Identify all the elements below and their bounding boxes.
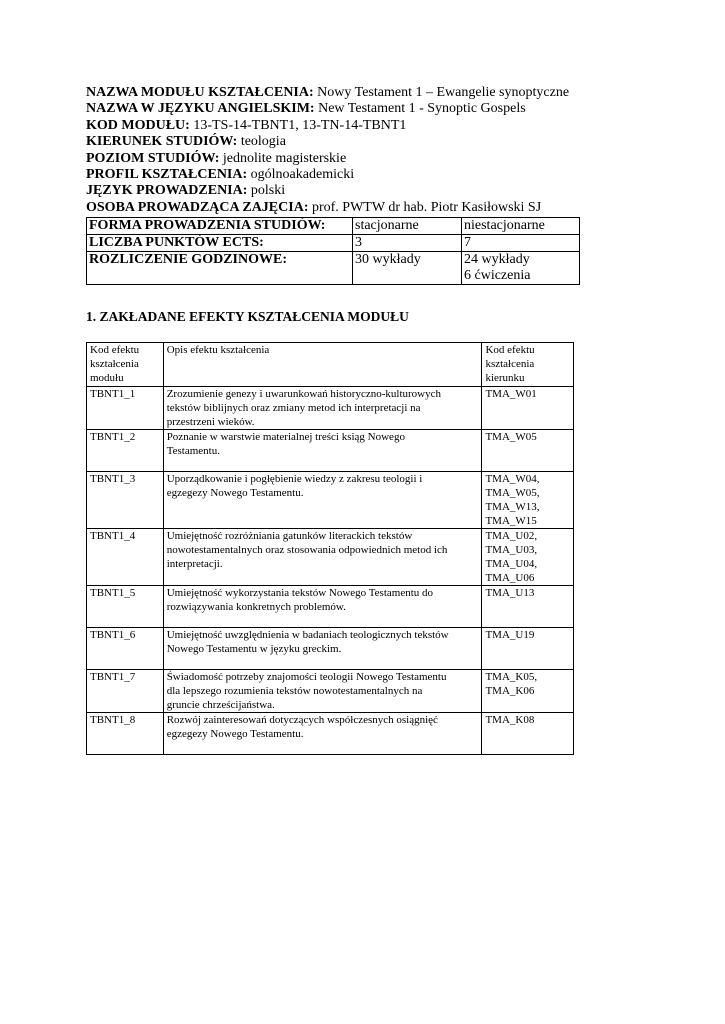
section-title: 1. ZAKŁADANE EFEKTY KSZTAŁCENIA MODUŁU <box>86 309 409 325</box>
info-col1: 30 wykłady <box>353 252 462 285</box>
program-outcome-codes <box>482 586 574 628</box>
info-col2 <box>462 235 580 252</box>
info-col1: 3 <box>353 235 462 252</box>
info-col1: stacjonarne <box>353 218 462 235</box>
program-outcome-code: TMA_U02, <box>485 530 538 542</box>
table-row <box>87 713 574 755</box>
info-label: ROZLICZENIE GODZINOWE: <box>87 252 353 285</box>
program-outcome-code: TMA_K08 <box>485 714 535 726</box>
outcome-code: TBNT1_8 <box>87 713 164 755</box>
outcome-description <box>163 529 482 586</box>
document-body <box>86 85 586 325</box>
outcome-description-line: Rozwój zainteresowań dotyczących współczesnych osiągnięć <box>166 714 438 726</box>
outcome-code: TBNT1_1 <box>87 387 164 430</box>
header-field-label: NAZWA MODUŁU KSZTAŁCENIA: <box>86 85 314 100</box>
header-field-label: JĘZYK PROWADZENIA: <box>86 183 248 199</box>
header-field-label: PROFIL KSZTAŁCENIA: <box>86 167 248 183</box>
header-field-value: 13-TS-14-TBNT1, 13-TN-14-TBNT1 <box>189 117 407 133</box>
column-header-line: Kod efektu <box>485 344 535 356</box>
table-row <box>87 529 574 586</box>
column-header <box>482 343 574 387</box>
program-outcome-code: TMA_U13 <box>485 587 535 599</box>
header-field <box>86 200 586 216</box>
header-field-value: polski <box>247 183 286 199</box>
outcome-description-line: Umiejętność rozróżniania gatunków literackich tekstów <box>166 530 413 542</box>
column-header-line: kształcenia <box>90 358 139 370</box>
table-row <box>87 586 574 628</box>
info-col2-line: niestacjonarne <box>464 218 545 234</box>
outcome-code: TBNT1_3 <box>87 472 164 529</box>
program-outcome-codes <box>482 670 574 713</box>
header-field <box>86 101 586 117</box>
outcome-description <box>163 472 482 529</box>
info-col2-line: 24 wykłady <box>464 252 530 268</box>
header-field-value: ogólnoakademicki <box>247 167 355 183</box>
program-outcome-code: TMA_W05 <box>485 431 537 443</box>
program-outcome-code: TMA_W15 <box>485 515 537 527</box>
header-field <box>86 183 586 199</box>
program-outcome-code: TMA_W13, <box>485 501 540 513</box>
program-outcome-codes <box>482 430 574 472</box>
outcome-description-line: tekstów biblijnych oraz zmiany metod ich interpretacji na <box>166 402 421 414</box>
program-outcome-codes <box>482 387 574 430</box>
table-row <box>87 430 574 472</box>
outcome-description-line: egzegezy Nowego Testamentu. <box>166 487 304 499</box>
table-row <box>87 472 574 529</box>
column-header-line: kierunku <box>485 372 525 384</box>
program-outcome-code: TMA_U06 <box>485 572 535 584</box>
outcome-description-line: Umiejętność wykorzystania tekstów Nowego Testamentu do <box>166 587 434 599</box>
header-field <box>86 118 586 134</box>
header-field-value: Nowy Testament 1 – Ewangelie synoptyczne <box>313 85 570 100</box>
info-col2 <box>462 252 580 285</box>
module-header <box>86 85 586 216</box>
outcome-description-line: egzegezy Nowego Testamentu. <box>166 728 304 740</box>
header-field <box>86 134 586 150</box>
outcome-description <box>163 713 482 755</box>
outcome-description-line: Testamentu. <box>166 445 220 457</box>
header-field-label: POZIOM STUDIÓW: <box>86 150 220 166</box>
outcome-code: TBNT1_5 <box>87 586 164 628</box>
outcome-description <box>163 670 482 713</box>
study-info-table <box>86 217 580 285</box>
header-field <box>86 85 586 101</box>
learning-outcomes-table <box>86 342 574 755</box>
column-header <box>87 343 164 387</box>
outcome-code: TBNT1_7 <box>87 670 164 713</box>
outcome-description-line: Zrozumienie genezy i uwarunkowań historyczno-kulturowych <box>166 388 441 400</box>
outcome-description-line: przestrzeni wieków. <box>166 416 255 428</box>
outcome-description <box>163 628 482 670</box>
info-col2-line: 6 ćwiczenia <box>464 268 531 284</box>
outcome-code: TBNT1_2 <box>87 430 164 472</box>
program-outcome-codes <box>482 713 574 755</box>
program-outcome-code: TMA_W05, <box>485 487 540 499</box>
info-row <box>87 235 580 252</box>
header-field-value: prof. PWTW dr hab. Piotr Kasiłowski SJ <box>308 199 542 215</box>
outcome-description-line: Świadomość potrzeby znajomości teologii Nowego Testamentu <box>166 671 447 683</box>
info-col2-line: 7 <box>464 235 471 251</box>
header-field <box>86 151 586 167</box>
outcome-description <box>163 586 482 628</box>
outcome-description-line: Nowego Testamentu w języku greckim. <box>166 643 342 655</box>
header-field-label: KOD MODUŁU: <box>86 117 190 133</box>
outcome-description-line: Poznanie w warstwie materialnej treści ksiąg Nowego <box>166 431 405 443</box>
outcome-description-line: Umiejętność uwzględnienia w badaniach teologicznych tekstów <box>166 629 449 641</box>
outcome-description-line: gruncie chrześcijaństwa. <box>166 699 275 711</box>
info-row <box>87 252 580 285</box>
column-header-line: Opis efektu kształcenia <box>166 344 270 356</box>
outcome-description-line: rozwiązywania konkretnych problemów. <box>166 601 346 613</box>
header-field-value: New Testament 1 - Synoptic Gospels <box>314 101 526 117</box>
table-row <box>87 628 574 670</box>
header-field-value: jednolite magisterskie <box>219 150 347 166</box>
column-header-line: Kod efektu <box>90 344 140 356</box>
program-outcome-code: TMA_U19 <box>485 629 535 641</box>
outcome-description-line: interpretacji. <box>166 558 223 570</box>
column-header-line: modułu <box>90 372 124 384</box>
info-label: LICZBA PUNKTÓW ECTS: <box>87 235 353 252</box>
header-field-label: KIERUNEK STUDIÓW: <box>86 134 238 150</box>
program-outcome-codes <box>482 529 574 586</box>
table-row <box>87 387 574 430</box>
table-header-row <box>87 343 574 387</box>
program-outcome-codes <box>482 472 574 529</box>
column-header <box>163 343 482 387</box>
info-label: FORMA PROWADZENIA STUDIÓW: <box>87 218 353 235</box>
program-outcome-code: TMA_W04, <box>485 473 540 485</box>
info-col2 <box>462 218 580 235</box>
program-outcome-code: TMA_K06 <box>485 685 535 697</box>
header-field <box>86 167 586 183</box>
program-outcome-code: TMA_K05, <box>485 671 538 683</box>
header-field-value: teologia <box>237 134 286 150</box>
info-row <box>87 218 580 235</box>
header-field-label: OSOBA PROWADZĄCA ZAJĘCIA: <box>86 199 309 215</box>
column-header-line: kształcenia <box>485 358 535 370</box>
outcome-code: TBNT1_6 <box>87 628 164 670</box>
program-outcome-code: TMA_W01 <box>485 388 537 400</box>
table-row <box>87 670 574 713</box>
program-outcome-code: TMA_U04, <box>485 558 538 570</box>
outcome-description <box>163 387 482 430</box>
outcome-description-line: Uporządkowanie i pogłębienie wiedzy z zakresu teologii i <box>166 473 423 485</box>
outcome-description-line: nowotestamentalnych oraz stosowania odpowiednich metod ich <box>166 544 448 556</box>
outcome-code: TBNT1_4 <box>87 529 164 586</box>
program-outcome-code: TMA_U03, <box>485 544 538 556</box>
outcome-description-line: dla lepszego rozumienia tekstów nowotestamentalnych na <box>166 685 423 697</box>
program-outcome-codes <box>482 628 574 670</box>
header-field-label: NAZWA W JĘZYKU ANGIELSKIM: <box>86 101 315 117</box>
outcome-description <box>163 430 482 472</box>
